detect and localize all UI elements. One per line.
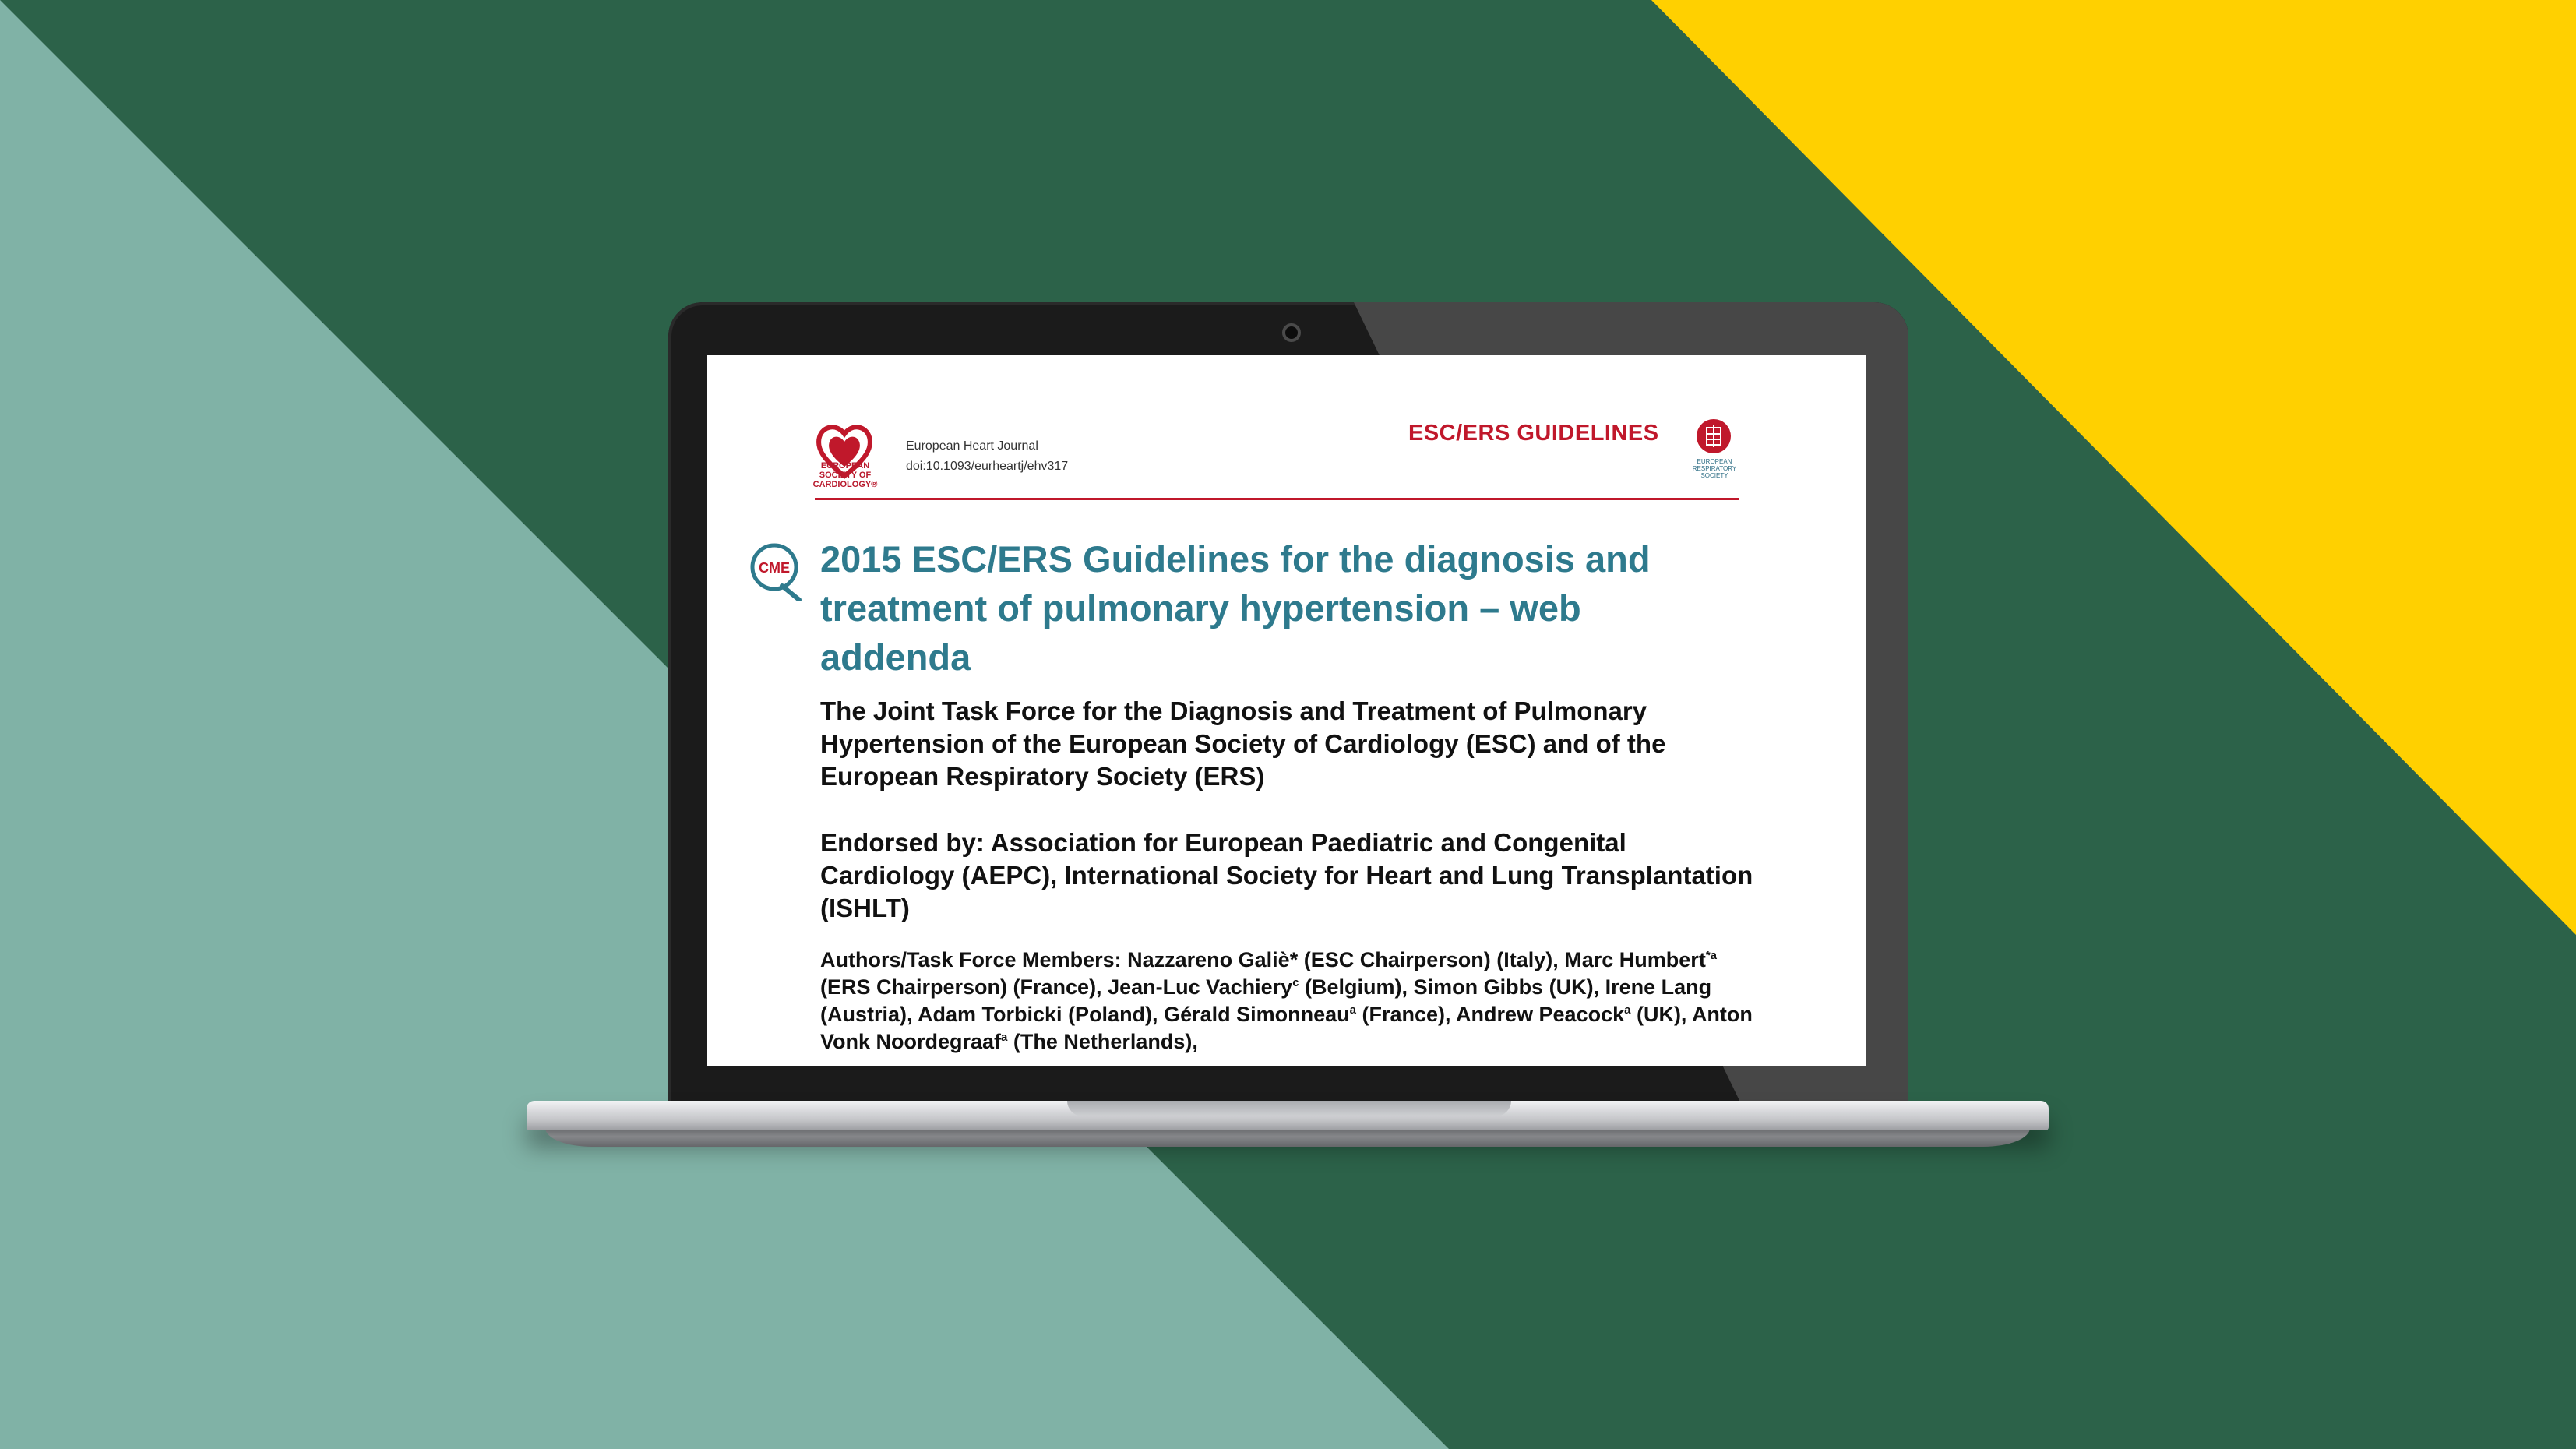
ers-logo bbox=[1695, 418, 1732, 455]
webcam bbox=[1282, 323, 1301, 342]
author-3: Jean-Luc Vachiery$^c$ (Belgium), bbox=[1108, 975, 1408, 999]
esc-logo-text: EUROPEAN SOCIETY OF CARDIOLOGY® bbox=[812, 461, 878, 489]
journal-info bbox=[906, 436, 1068, 477]
author-6: Adam Torbicki (Poland), bbox=[918, 1003, 1158, 1026]
document-title: 2015 ESC/ERS Guidelines for the diagnosis and treatment of pulmonary hypertension – web addenda bbox=[820, 538, 1651, 678]
author-5: Irene Lang (Austria), bbox=[820, 975, 1712, 1026]
guidelines-label: ESC/ERS GUIDELINES bbox=[1408, 421, 1659, 446]
author-9: Anton Vonk Noordegraaf$^a$ (The Netherlands), bbox=[820, 1003, 1753, 1053]
header-rule bbox=[815, 498, 1739, 500]
author-8: Andrew Peacock$^a$ (UK), bbox=[1456, 1003, 1687, 1026]
ers-logo-text: EUROPEAN RESPIRATORY SOCIETY bbox=[1692, 458, 1737, 479]
document-page bbox=[707, 355, 1866, 1066]
journal-name: European Heart Journal bbox=[906, 439, 1038, 453]
doi[interactable]: doi:10.1093/eurheartj/ehv317 bbox=[906, 460, 1069, 473]
laptop-base-underside bbox=[545, 1128, 2030, 1147]
author-1: Nazzareno Galiè* (ESC Chairperson) (Italy), bbox=[1127, 948, 1559, 971]
endorsement-statement: Endorsed by: Association for European Paediatric and Congenital Cardiology (AEPC), International Society for Heart and Lung Transplantation (ISHLT) bbox=[820, 828, 1753, 922]
cme-badge-text: CME bbox=[759, 560, 790, 576]
authors-prefix: Authors/Task Force Members: bbox=[820, 948, 1128, 971]
cme-badge-icon bbox=[748, 541, 802, 601]
task-force-statement: The Joint Task Force for the Diagnosis and Treatment of Pulmonary Hypertension of the European Society of Cardiology (ESC) and of the European Respiratory Society (ERS) bbox=[820, 696, 1666, 791]
laptop-screen bbox=[707, 355, 1866, 1066]
author-2: Marc Humbert$^{*a}$ (ERS Chairperson) (France), bbox=[820, 948, 1717, 999]
authors-list bbox=[820, 947, 1755, 1056]
author-4: Simon Gibbs (UK), bbox=[1413, 975, 1600, 999]
laptop-opening-notch bbox=[1067, 1101, 1511, 1116]
author-7: Gérald Simonneau$^a$ (France), bbox=[1164, 1003, 1451, 1026]
